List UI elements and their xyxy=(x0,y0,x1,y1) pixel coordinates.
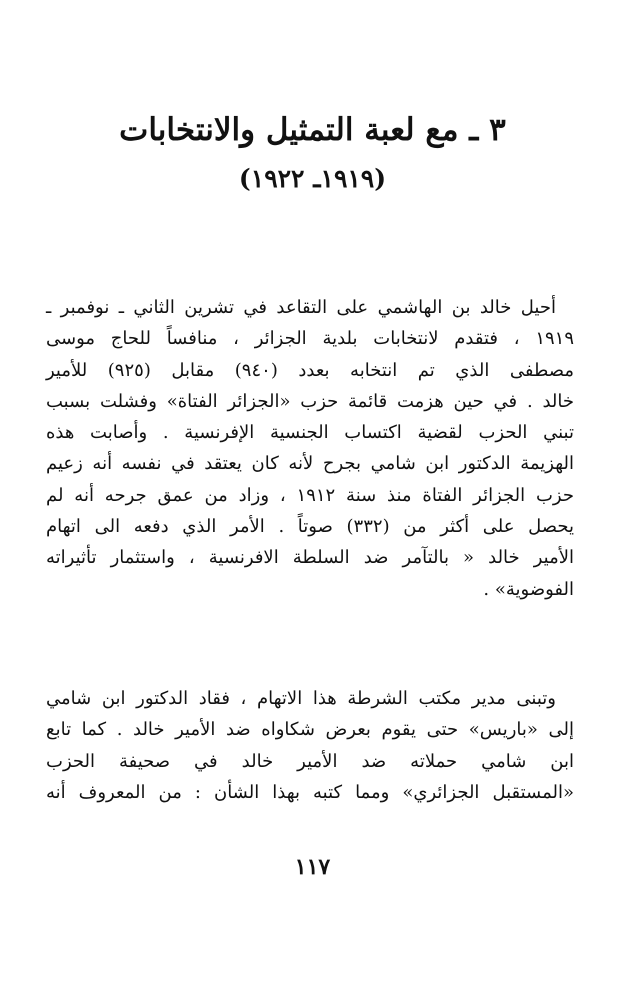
text-line: ١٩١٩ ، فتقدم لانتخابات بلدية الجزائر ، منافساً للحاج موسى xyxy=(46,328,574,350)
text-line: يحصل على أكثر من (٣٣٢) صوتاً . الأمر الذي دفعه الى اتهام xyxy=(46,516,574,538)
text-line: أحيل خالد بن الهاشمي على التقاعد في تشرين الثاني ـ نوفمبر ـ xyxy=(46,297,556,318)
text-line: الهزيمة الدكتور ابن شامي بجرح لأنه كان يعتقد في نفسه أنه زعيم xyxy=(46,453,574,475)
page-number: ١١٧ xyxy=(294,854,331,880)
chapter-subtitle: (١٩١٩ـ ١٩٢٢) xyxy=(238,164,387,193)
text-line: إلى «باريس» حتى يقوم بعرض شكاواه ضد الأمير خالد . كما تابع xyxy=(46,719,574,741)
text-line: حزب الجزائر الفتاة منذ سنة ١٩١٢ ، وزاد من عمق جرحه أنه لم xyxy=(46,484,574,506)
text-line: ابن شامي حملاته ضد الأمير خالد في صحيفة الحزب xyxy=(46,750,574,772)
text-line: «المستقبل الجزائري» ومما كتبه بهذا الشأن : من المعروف أنه xyxy=(46,781,574,803)
paragraph-2 xyxy=(46,683,574,808)
text-line: الأمير خالد « بالتآمر ضد السلطة الافرنسية ، واستثمار تأثيراته xyxy=(46,547,574,569)
text-line: خالد . في حين هزمت قائمة حزب «الجزائر الفتاة» وفشلت بسبب xyxy=(46,390,574,412)
text-line: الفوضوية» . xyxy=(483,578,574,600)
text-line: تبني الحزب لقضية اكتساب الجنسية الإفرنسية . وأصابت هذه xyxy=(46,422,574,444)
chapter-title: ٣ ـ مع لعبة التمثيل والانتخابات xyxy=(119,112,506,148)
paragraph-1 xyxy=(46,292,574,605)
text-line: مصطفى الذي تم انتخابه بعدد (٩٤٠) مقابل (٩٢٥) للأمير xyxy=(46,359,574,381)
text-line: وتبنى مدير مكتب الشرطة هذا الاتهام ، فقاد الدكتور ابن شامي xyxy=(46,688,557,709)
